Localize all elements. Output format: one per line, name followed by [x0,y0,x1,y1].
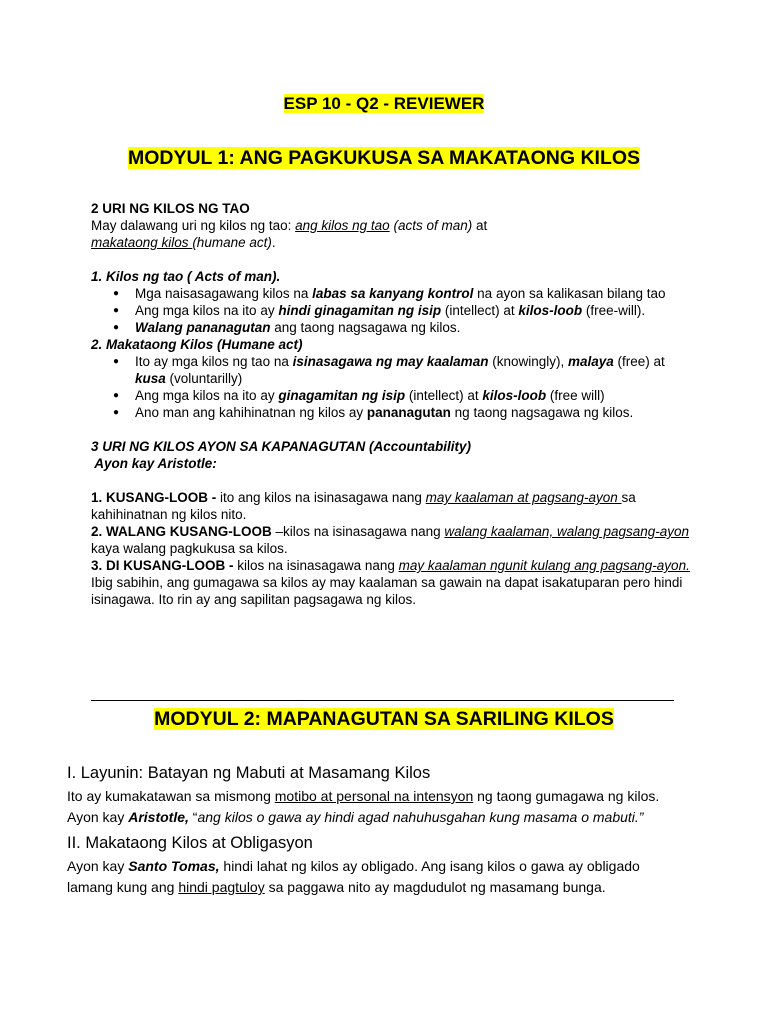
modyul2-body [67,762,687,902]
intro-term-makataong-kilos: makataong kilos [91,235,193,250]
kilos-ng-tao-list [91,285,691,336]
list-item: ● Ano man ang kahihinatnan ng kilos ay pananagutan ng taong nagsagawa ng kilos. [135,404,691,421]
kapanagutan-heading: 3 URI NG KILOS AYON SA KAPANAGUTAN (Accountability) [91,439,472,454]
makataong-kilos-list [91,353,691,421]
aristotle-heading: Ayon kay Aristotle: [91,456,217,471]
kilos-ng-tao-heading: 1. Kilos ng tao ( Acts of man). [91,269,281,284]
intro-acts-of-man: (acts of man) [389,218,473,233]
layunin-heading: I. Layunin: Batayan ng Mabuti at Masamang Kilos [67,764,431,782]
intro-period: . [271,235,276,250]
intro-text: May dalawang uri ng kilos ng tao: [91,218,296,233]
modyul2-title [0,707,768,731]
list-item: ● Ang mga kilos na ito ay ginagamitan ng isip (intellect) at kilos-loob (free will) [135,387,691,404]
document-title [0,94,768,114]
obligasyon-heading: II. Makataong Kilos at Obligasyon [67,834,313,852]
modyul2-title-text: MODYUL 2: MAPANAGUTAN SA SARILING KILOS [154,708,614,730]
modyul1-title-text: MODYUL 1: ANG PAGKUKUSA SA MAKATAONG KILOS [127,147,641,169]
layunin-paragraph: Ito ay kumakatawan sa mismong motibo at personal na intensyon ng taong gumagawa ng kilos. Ayon kay Aristotle, “ang kilos o gawa ay hindi agad nahuhusgahan kung masama o mabuti.” [67,788,660,825]
section-divider [91,700,674,701]
uri-heading: 2 URI NG KILOS NG TAO [91,201,250,216]
walang-kusang-loob-definition: 2. WALANG KUSANG-LOOB –kilos na isinasagawa nang walang kaalaman, walang pagsang-ayon kaya walang pagkukusa sa kilos. [91,524,690,556]
obligasyon-paragraph: Ayon kay Santo Tomas, hindi lahat ng kilos ay obligado. Ang isang kilos o gawa ay obligado lamang kung ang hindi pagtuloy sa paggawa nito ay magdudulot ng masamang bunga. [67,858,640,895]
intro-humane-act: (humane act) [192,235,272,250]
intro-term-kilos-ng-tao: ang kilos ng tao [295,218,390,233]
list-item: ● Ang mga kilos na ito ay hindi ginagamitan ng isip (intellect) at kilos-loob (free-will). [135,302,691,319]
intro-at: at [472,218,488,233]
di-kusang-loob-definition: 3. DI KUSANG-LOOB - kilos na isinasagawa nang may kaalaman ngunit kulang ang pagsang-ayon. Ibig sabihin, ang gumagawa sa kilos ay may kaalaman sa gawain na dapat isakatuparan pero hindi isinagawa. Ito rin ay ang sapilitan pagsagawa ng kilos. [91,558,690,607]
list-item: ● Ito ay mga kilos ng tao na isinasagawa ng may kaalaman (knowingly), malaya (free) at kusa (voluntarilly) [135,353,691,387]
kusang-loob-definition: 1. KUSANG-LOOB - ito ang kilos na isinasagawa nang may kaalaman at pagsang-ayon sa kahihinatnan ng kilos nito. [91,490,636,522]
modyul1-body [91,200,691,608]
list-item: ● Walang pananagutan ang taong nagsagawa ng kilos. [135,319,691,336]
list-item: ● Mga naisasagawang kilos na labas sa kanyang kontrol na ayon sa kalikasan bilang tao [135,285,691,302]
modyul1-title [0,146,768,170]
document-title-text: ESP 10 - Q2 - REVIEWER [283,94,485,113]
makataong-kilos-heading: 2. Makataong Kilos (Humane act) [91,337,303,352]
intro-paragraph [91,217,691,251]
